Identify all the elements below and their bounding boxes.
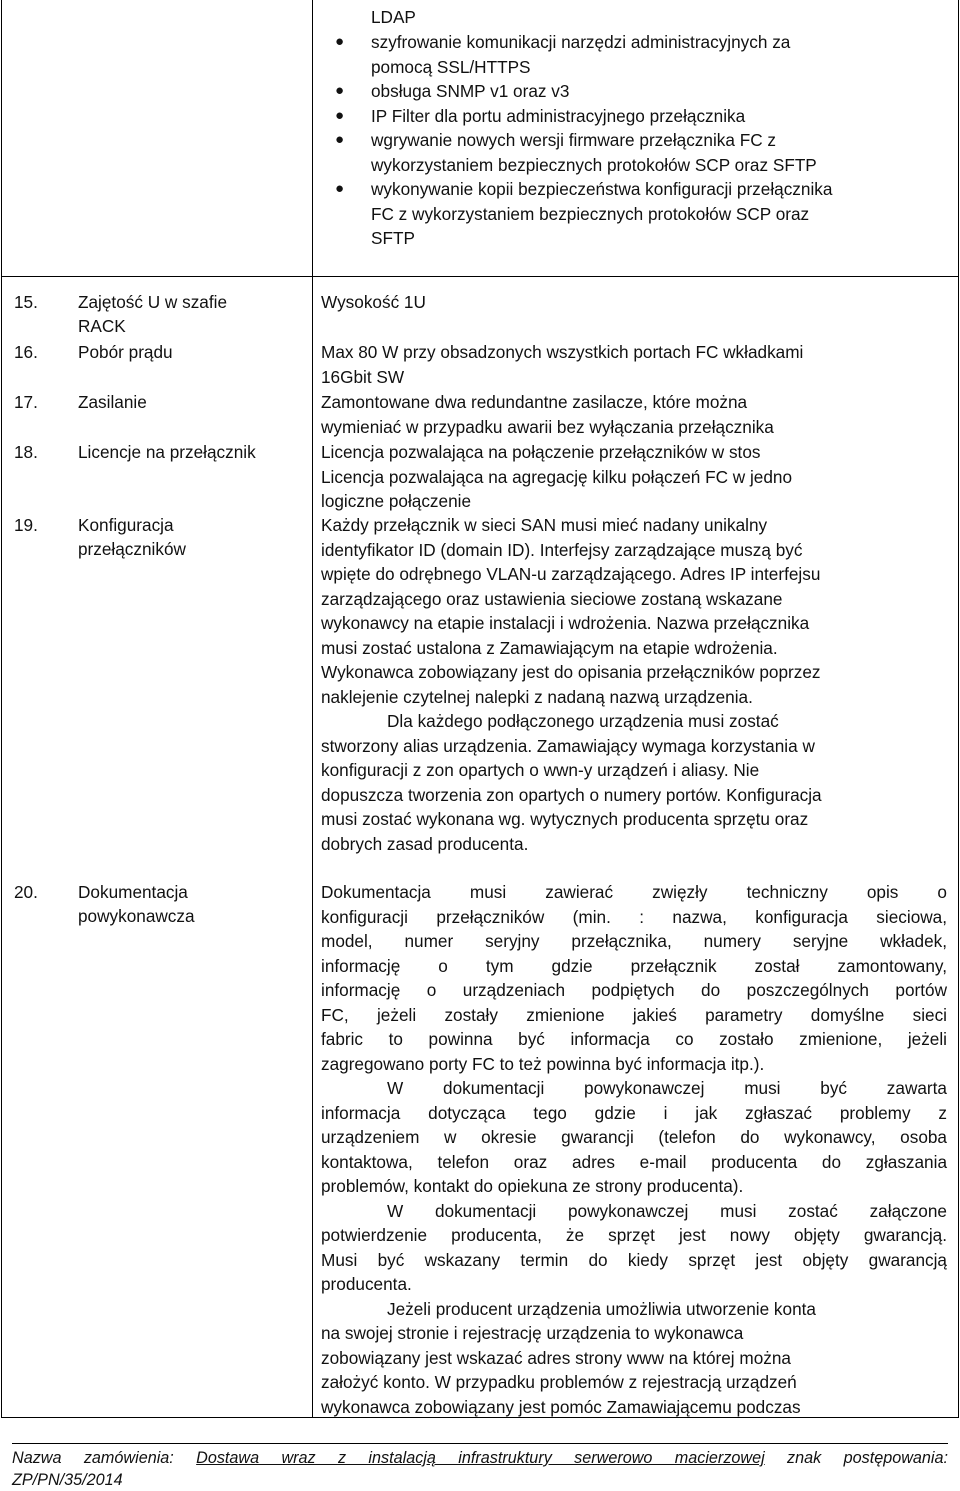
row-label: Dokumentacja <box>78 882 188 902</box>
table-col1-border <box>312 0 313 1418</box>
row-label: Licencje na przełącznik <box>78 442 256 462</box>
bullet-item <box>335 177 949 251</box>
table-left-border <box>1 0 2 1418</box>
row-description: Wysokość 1U <box>321 292 426 312</box>
bullet-icon: ● <box>335 131 345 148</box>
bullet-item <box>335 128 949 177</box>
row-label: Zasilanie <box>78 392 147 412</box>
row-description: Zamontowane dwa redundantne zasilacze, które można wymieniać w przypadku awarii bez wyłączania przełącznika <box>321 392 774 437</box>
row-border-top-cell <box>1 276 959 277</box>
bullet-line: obsługa SNMP v1 oraz v3 <box>371 81 570 101</box>
bullet-line: pomocą SSL/HTTPS <box>371 56 531 77</box>
bullet-line: wykorzystaniem bezpiecznych protokołów SCP oraz SFTP <box>371 154 817 175</box>
footer-code: ZP/PN/35/2014 <box>12 1471 123 1489</box>
footer-divider <box>12 1443 948 1444</box>
top-cell-first-line: LDAP <box>371 7 416 27</box>
row-label: Konfiguracja <box>78 515 174 535</box>
bullet-icon: ● <box>335 33 345 50</box>
bullet-line: SFTP <box>371 228 415 248</box>
row-label: Pobór prądu <box>78 342 173 362</box>
bullet-line: wgrywanie nowych wersji firmware przełącznika FC z <box>371 130 776 150</box>
footer-line-1: Nazwa zamówienia: Dostawa wraz z instalacją infrastruktury serwerowo macierzowej znak postępowania: <box>12 1449 948 1467</box>
bullet-line: IP Filter dla portu administracyjnego przełącznika <box>371 105 746 126</box>
row-number: 17. <box>14 392 38 412</box>
bullet-icon: ● <box>335 180 345 197</box>
footer-title: Dostawa wraz z instalacją infrastruktury serwerowo macierzowej <box>196 1449 765 1467</box>
row-label: powykonawcza <box>78 906 195 926</box>
row-label: przełączników <box>78 539 186 559</box>
table-right-border <box>958 0 959 1418</box>
page-footer <box>12 1447 948 1491</box>
bullet-line: wykonywanie kopii bezpieczeństwa konfiguracji przełącznika <box>371 179 833 199</box>
row-description: Dokumentacja musi zawierać zwięzły techniczny opis o konfiguracji przełączników (min. : nazwa, konfiguracja sieciowa, model, numer seryjny przełącznika, numery seryjne wkładek, informację o tym gdzie przełącznik został zamontowany, informację o urządzeniach podpiętych do poszczególnych portów FC, jeżeli zostały zmienione jakieś parametry domyślne sieci fabric to powinna być informacja co zostało zmienione, jeżeli zagregowano porty FC to też powinna być informacja itp.). W dokumentacji powykonawczej musi być zawarta informacja dotycząca tego gdzie i jak zgłaszać problemy z urządzeniem w okresie gwarancji (telefon do wykonawcy, osoba kontaktowa, telefon oraz adres e-mail producenta do zgłaszania problemów, kontakt do opiekuna ze strony producenta). W dokumentacji powykonawczej musi zostać załączone potwierdzenie producenta, że sprzęt jest nowy objęty gwarancją. Musi być wskazany termin do kiedy sprzęt jest objęty gwarancją producenta. Jeżeli producent urządzenia umożliwia utworzenie konta na swojej stronie i rejestrację urządzenia to wykonawca zobowiązany jest wskazać adres strony www na której można założyć konto. W przypadku problemów z rejestracją urządzeń wykonawca zobowiązany jest pomóc Zamawiającemu podczas <box>321 882 947 1417</box>
bullet-line: szyfrowanie komunikacji narzędzi administracyjnych za <box>371 32 791 52</box>
row-description: Każdy przełącznik w sieci SAN musi mieć nadany unikalny identyfikator ID (domain ID). Interfejsy zarządzające muszą być wpięte do odrębnego VLAN-u zarządzającego. Adres IP interfejsu zarządzającego oraz ustawienia sieciowe zostaną wskazane wykonawcy na etapie instalacji i wdrożenia. Nazwa przełącznika musi zostać ustalona z Zamawiającym na etapie wdrożenia. Wykonawca zobowiązany jest do opisania przełączników poprzez naklejenie czytelnej nalepki z nadaną nazwą urządzenia. Dla każdego podłączonego urządzenia musi zostać stworzony alias urządzenia. Zamawiający wymaga korzystania w konfiguracji z zon opartych o wwn-y urządzeń i aliasy. Nie dopuszcza tworzenia zon opartych o numery portów. Konfiguracja musi zostać wykonana wg. wytycznych producenta sprzętu oraz dobrych zasad producenta. <box>321 515 822 854</box>
bullet-icon: ● <box>335 106 345 124</box>
bullet-item <box>335 79 949 104</box>
row-description: Max 80 W przy obsadzonych wszystkich portach FC wkładkami 16Gbit SW <box>321 342 804 387</box>
bullet-item <box>335 30 949 79</box>
row-number: 19. <box>14 515 38 535</box>
row-number: 18. <box>14 442 38 462</box>
bullet-icon: ● <box>335 82 345 99</box>
bullet-line: FC z wykorzystaniem bezpiecznych protokołów SCP oraz <box>371 203 810 224</box>
row-description: Licencja pozwalająca na połączenie przełączników w stos Licencja pozwalająca na agregację kilku połączeń FC w jedno logiczne połączenie <box>321 442 793 511</box>
row-number: 20. <box>14 882 38 902</box>
row-label: Zajętość U w szafie <box>78 292 228 312</box>
feature-bullet-list <box>335 30 949 251</box>
row-number: 16. <box>14 342 38 362</box>
bullet-item <box>335 104 949 129</box>
row-number: 15. <box>14 292 38 312</box>
row-label: RACK <box>78 316 126 336</box>
